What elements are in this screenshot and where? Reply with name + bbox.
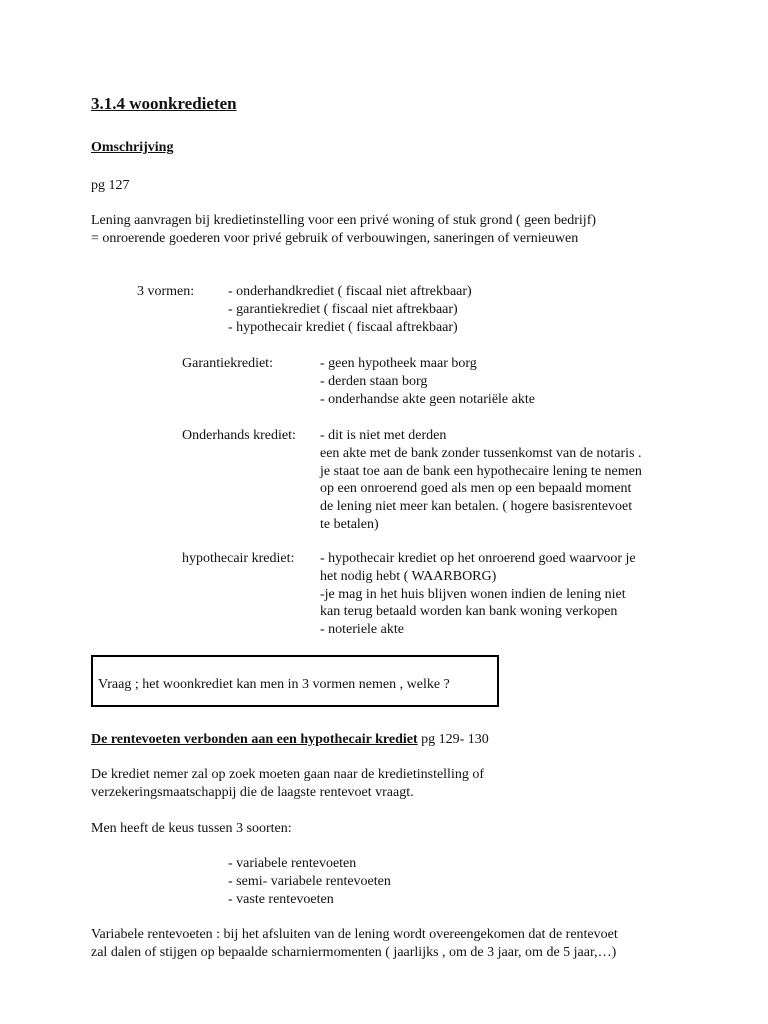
rentevoeten-heading-line: [91, 731, 489, 749]
section-title: 3.1.4 woonkredieten: [91, 94, 237, 113]
text-line: - geen hypotheek maar borg: [320, 356, 477, 371]
list-item: - garantiekrediet ( fiscaal niet aftrekbaar): [228, 301, 458, 317]
rentevoeten-page-ref: pg 129- 130: [417, 732, 489, 747]
omschrijving-heading: Omschrijving: [91, 140, 174, 155]
text-line: De krediet nemer zal op zoek moeten gaan naar de kredietinstelling of: [91, 767, 484, 782]
onderhands-text: [320, 427, 642, 534]
text-line: zal dalen of stijgen op bepaalde scharniermomenten ( jaarlijks , om de 3 jaar, om de 5 jaar,…): [91, 944, 617, 960]
text-line: Variabele rentevoeten : bij het afsluiten van de lening wordt overeengekomen dat de rentevoet: [91, 927, 618, 942]
onderhands-label: Onderhands krediet:: [182, 428, 296, 443]
text-line: - hypothecair krediet op het onroerend goed waarvoor je: [320, 551, 636, 566]
garantiekrediet-text: [320, 355, 535, 408]
rentevoeten-heading: De rentevoeten verbonden aan een hypothecair krediet: [91, 732, 418, 747]
rentevoeten-intro: [91, 766, 484, 802]
text-line: -je mag in het huis blijven wonen indien de lening niet: [320, 586, 626, 602]
variabele-text: [91, 926, 618, 962]
soorten-list: [228, 855, 391, 908]
omschrijving-text: [91, 212, 596, 248]
vraag-box: [91, 655, 499, 707]
vormen-label: 3 vormen:: [137, 284, 195, 299]
text-line: = onroerende goederen voor privé gebruik of verbouwingen, saneringen of vernieuwen: [91, 230, 579, 246]
text-line: op een onroerend goed als men op een bepaald moment: [320, 481, 632, 497]
text-line: een akte met de bank zonder tussenkomst van de notaris .: [320, 445, 642, 461]
keus-text: Men heeft de keus tussen 3 soorten:: [91, 821, 292, 836]
vraag-text: Vraag ; het woonkrediet kan men in 3 vormen nemen , welke ?: [98, 677, 450, 692]
garantiekrediet-label: Garantiekrediet:: [182, 356, 273, 371]
text-line: je staat toe aan de bank een hypothecaire lening te nemen: [320, 463, 642, 479]
text-line: verzekeringsmaatschappij die de laagste rentevoet vraagt.: [91, 784, 414, 800]
omschrijving-page-ref: pg 127: [91, 178, 130, 193]
text-line: het nodig hebt ( WAARBORG): [320, 568, 497, 584]
text-line: - dit is niet met derden: [320, 428, 447, 443]
text-line: te betalen): [320, 516, 379, 532]
text-line: kan terug betaald worden kan bank woning verkopen: [320, 604, 618, 620]
hypothecair-text: [320, 550, 636, 639]
text-line: de lening niet meer kan betalen. ( hogere basisrentevoet: [320, 499, 633, 515]
text-line: Lening aanvragen bij kredietinstelling voor een privé woning of stuk grond ( geen bedrijf): [91, 213, 597, 228]
text-line: - noteriele akte: [320, 622, 404, 638]
list-item: - semi- variabele rentevoeten: [228, 873, 391, 889]
text-line: - onderhandse akte geen notariële akte: [320, 391, 535, 407]
list-item: - onderhandkrediet ( fiscaal niet aftrekbaar): [228, 284, 472, 299]
list-item: - variabele rentevoeten: [228, 856, 357, 871]
list-item: - vaste rentevoeten: [228, 891, 334, 907]
list-item: - hypothecair krediet ( fiscaal aftrekbaar): [228, 319, 458, 335]
vormen-list: [228, 283, 472, 336]
text-line: - derden staan borg: [320, 373, 428, 389]
hypothecair-label: hypothecair krediet:: [182, 551, 295, 566]
